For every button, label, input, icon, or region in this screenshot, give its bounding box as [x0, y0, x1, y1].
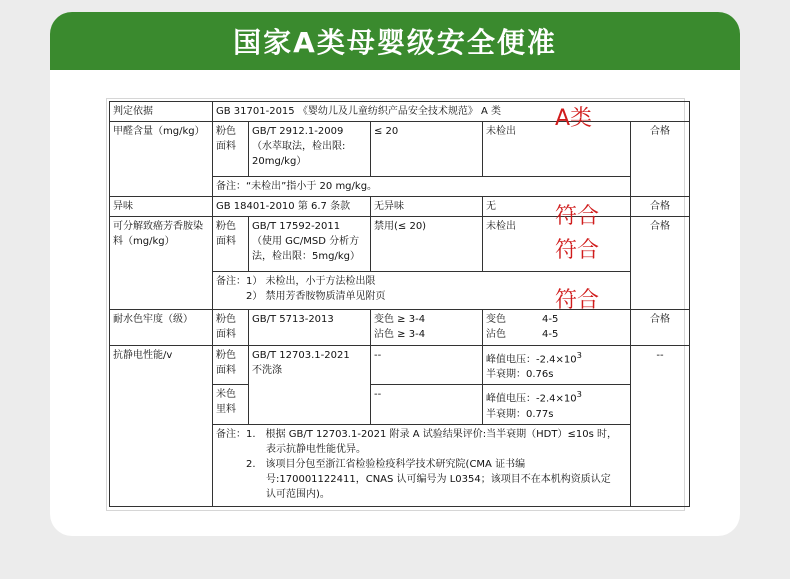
colorfastness-req-line1: 变色 ≥ 3-4 — [374, 314, 426, 325]
class-a-stamp: A类 — [555, 106, 593, 131]
antistatic-method: GB/T 12703.1-2021 不洗涤 — [249, 346, 371, 425]
formaldehyde-item: 甲醛含量（mg/kg） — [110, 122, 213, 197]
azo-row — [110, 217, 690, 272]
colorfastness-verdict: 合格 — [631, 310, 690, 346]
colorfastness-item: 耐水色牢度（级） — [110, 310, 213, 346]
test-report-sheet — [107, 99, 684, 510]
formaldehyde-note: 备注：“未检出”指小于 20 mg/kg。 — [213, 177, 631, 197]
antistatic-requirement2: -- — [371, 385, 483, 424]
odor-result: 无 — [483, 197, 631, 217]
standard-value: GB 31701-2015 《婴幼儿及儿童纺织产品安全技术规范》 A 类 — [213, 102, 690, 122]
odor-verdict: 合格 — [631, 197, 690, 217]
antistatic-peak1: 峰值电压：-2.4×10 — [486, 354, 577, 366]
antistatic-item: 抗静电性能/v — [110, 346, 213, 507]
formaldehyde-method: GB/T 2912.1-2009 （水萃取法，检出限: 20mg/kg） — [249, 122, 371, 177]
colorfastness-res-label1: 变色 — [486, 314, 506, 325]
colorfastness-method: GB/T 5713-2013 — [249, 310, 371, 346]
title-banner — [50, 12, 740, 70]
formaldehyde-result: 未检出 — [483, 122, 631, 177]
standard-row — [110, 102, 690, 122]
azo-requirement: 禁用(≤ 20) — [371, 217, 483, 272]
pass-stamp-azo: 符合 — [555, 238, 600, 263]
antistatic-requirement1: -- — [371, 346, 483, 385]
odor-requirement: 无异味 — [371, 197, 483, 217]
azo-method: GB/T 17592-2011 （使用 GC/MSD 分析方法，检出限：5mg/kg） — [249, 217, 371, 272]
colorfastness-res-value2: 4-5 — [542, 329, 559, 340]
azo-part: 粉色 面料 — [213, 217, 249, 272]
azo-note: 备注：1） 未检出，小于方法检出限 2） 禁用芳香胺物质清单见附页 — [213, 272, 631, 310]
antistatic-part2: 米色 里料 — [213, 385, 249, 424]
antistatic-note: 备注：1. 根据 GB/T 12703.1-2021 附录 A 试验结果评价:当半衰期（HDT）≤10s 时， 表示抗静电性能优异。 2. 该项目分包至浙江省检验检疫科学技术研究院(CMA 证书编 号:170001122411，CNAS 认可编号为 L0354；该项目不在本机构资质认定 认可范围内)。 — [213, 424, 631, 506]
azo-verdict: 合格 — [631, 217, 690, 310]
azo-item: 可分解致癌芳香胺染料（mg/kg） — [110, 217, 213, 310]
colorfastness-requirement — [371, 310, 483, 346]
antistatic-half1: 半衰期：0.76s — [486, 369, 554, 381]
antistatic-half2: 半衰期：0.77s — [486, 408, 554, 420]
odor-item: 异味 — [110, 197, 213, 217]
certificate-card — [50, 12, 740, 536]
azo-result: 未检出 — [483, 217, 631, 272]
antistatic-part1: 粉色 面料 — [213, 346, 249, 385]
colorfastness-row — [110, 310, 690, 346]
formaldehyde-verdict: 合格 — [631, 122, 690, 197]
antistatic-result1 — [483, 346, 631, 385]
banner-title: 国家A类母婴级安全便准 — [233, 26, 557, 59]
test-result-table — [109, 101, 690, 507]
colorfastness-part: 粉色 面料 — [213, 310, 249, 346]
formaldehyde-row — [110, 122, 690, 177]
formaldehyde-requirement: ≤ 20 — [371, 122, 483, 177]
colorfastness-res-label2: 沾色 — [486, 329, 506, 340]
colorfastness-res-value1: 4-5 — [542, 314, 559, 325]
pass-stamp-note: 符合 — [555, 288, 600, 313]
antistatic-peak2: 峰值电压：-2.4×10 — [486, 393, 577, 405]
colorfastness-req-line2: 沾色 ≥ 3-4 — [374, 329, 426, 340]
antistatic-result2 — [483, 385, 631, 424]
antistatic-peak1-exp: 3 — [576, 350, 582, 360]
pass-stamp-odor: 符合 — [555, 204, 600, 229]
odor-row — [110, 197, 690, 217]
antistatic-verdict: -- — [631, 346, 690, 507]
antistatic-row-1 — [110, 346, 690, 385]
colorfastness-result — [483, 310, 631, 346]
formaldehyde-part: 粉色 面料 — [213, 122, 249, 177]
antistatic-peak2-exp: 3 — [576, 389, 582, 400]
standard-label: 判定依据 — [110, 102, 213, 122]
odor-method: GB 18401-2010 第 6.7 条款 — [213, 197, 371, 217]
